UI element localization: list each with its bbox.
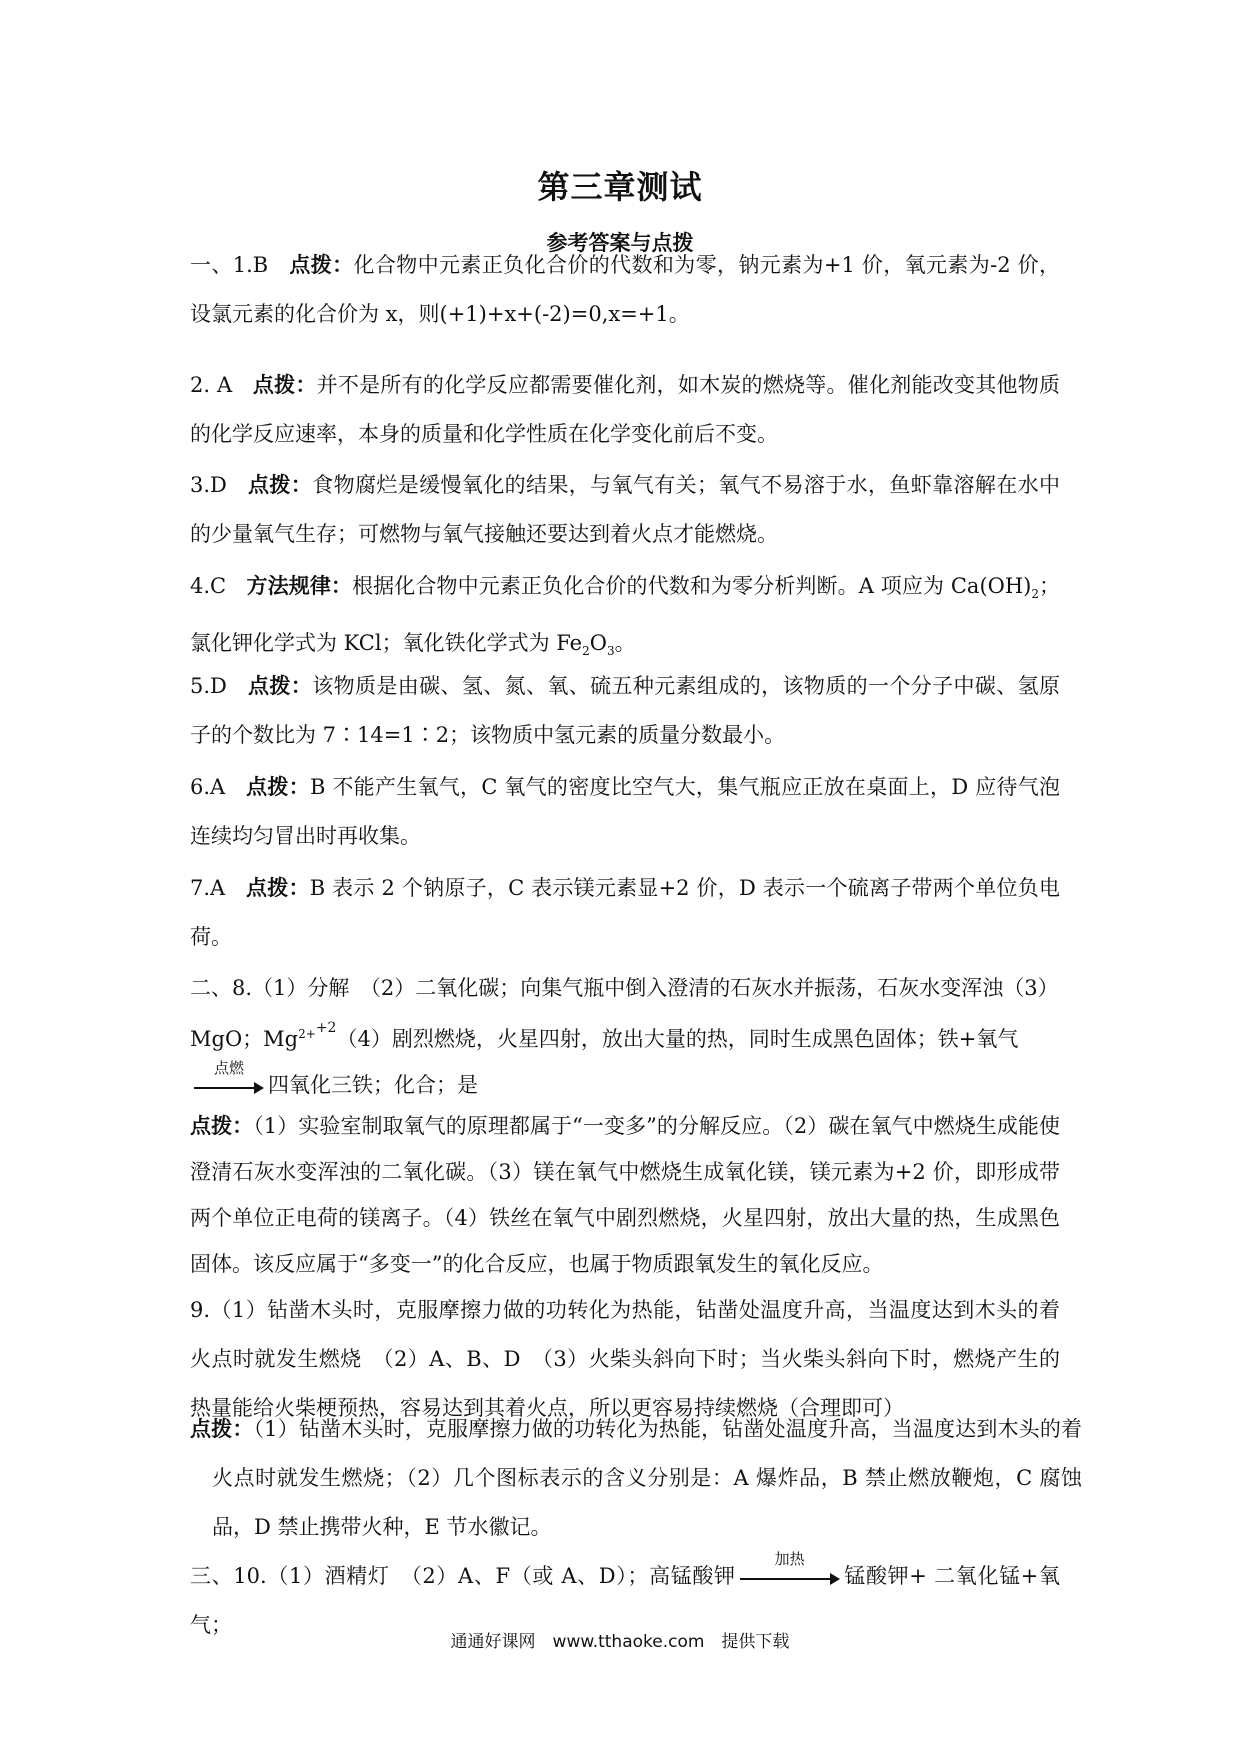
answer-number: 一、1.B [190, 253, 269, 277]
answer-1 [190, 241, 1060, 339]
arrow-condition: 点燃 [213, 1058, 244, 1077]
answer-number: 6.A [190, 775, 226, 799]
hint-label: 点拨： [190, 1114, 254, 1138]
answer-4 [190, 562, 1060, 676]
hint-label: 点拨： [190, 1417, 254, 1441]
answer-text: 该物质是由碳、氢、氮、氧、硫五种元素组成的，该物质的一个分子中碳、氢原子的个数比为 7∶14=1∶2；该物质中氢元素的质量分数最小。 [190, 674, 1061, 747]
answer-text: 食物腐烂是缓慢氧化的结果，与氧气有关；氧气不易溶于水，鱼虾靠溶解在水中的少量氧气生存；可燃物与氧气接触还要达到着火点才能燃烧。 [190, 473, 1061, 546]
method-label: 方法规律： [246, 574, 353, 598]
hint-label: 点拨： [246, 775, 310, 799]
hint-label: 点拨： [245, 876, 310, 900]
answer-2 [190, 361, 1060, 459]
answer-text: 二、8.（1）分解 （2）二氧化碳；向集气瓶中倒入澄清的石灰水并振荡，石灰水变浑浊（3） [190, 976, 1059, 1000]
answer-number: 3.D [190, 473, 227, 497]
reaction-arrow [194, 1058, 264, 1094]
answer-text-c: O [589, 631, 607, 656]
page-subtitle: 参考答案与点拨 [546, 230, 694, 255]
answer-text: 锰酸钾+ 二氧化锰+氧气； [190, 1564, 1060, 1637]
answer-8 [190, 965, 1060, 1108]
ion-charge: 2+ [298, 1027, 316, 1041]
subscript: 2 [1031, 587, 1040, 602]
subscript: 3 [606, 644, 615, 659]
answer-number: 2. A [190, 373, 233, 397]
answer-text: B 表示 2 个钠原子，C 表示镁元素显+2 价，D 表示一个硫离子带两个单位负电荷。 [190, 876, 1060, 949]
answer-text: B 不能产生氧气，C 氧气的密度比空气大，集气瓶应正放在桌面上，D 应待气泡连续均匀冒出时再收集。 [190, 775, 1060, 848]
answer-text-b: ；氯化钾化学式为 KCl；氧化铁化学式为 Fe [190, 574, 1061, 656]
answer-text: 三、10.（1）酒精灯 （2）A、F（或 A、D）；高锰酸钾 [190, 1564, 736, 1588]
answer-text-d: 。 [614, 631, 636, 656]
hint-label: 点拨： [248, 473, 313, 497]
answer-text: 四氧化三铁；化合；是 [268, 1073, 478, 1097]
hint-label: 点拨： [252, 373, 317, 397]
arrow-condition: 加热 [774, 1549, 805, 1568]
valence-mark: +2 [315, 1020, 337, 1036]
subscript: 2 [582, 644, 590, 659]
page-footer: 通通好课网 www.tthaoke.com 提供下载 [450, 1632, 790, 1652]
answer-text-a: 根据化合物中元素正负化合价的代数和为零分析判断。A 项应为 Ca(OH) [352, 574, 1032, 598]
answer-text: 9.（1）钻凿木头时，克服摩擦力做的功转化为热能，钻凿处温度升高，当温度达到木头的着火点时就发生燃烧 （2）A、B、D （3）火柴头斜向下时；当火柴头斜向下时，燃烧产生的热量能给火柴梗预热，容易达到其着火点，所以更容易持续燃烧（合理即可） [190, 1298, 1060, 1420]
explain-text: （1）钻凿木头时，克服摩擦力做的功转化为热能，钻凿处温度升高，当温度达到木头的着火点时就发生燃烧；（2）几个图标表示的含义分别是：A 爆炸品，B 禁止燃放鞭炮，C 腐蚀品，D 禁止携带火种，E 节水徽记。 [212, 1417, 1083, 1539]
answer-8-explain [190, 1103, 1060, 1287]
formula-mgo: MgO；Mg [190, 1027, 299, 1051]
answer-number: 5.D [190, 674, 227, 698]
answer-3 [190, 461, 1060, 559]
explain-text: （1）实验室制取氧气的原理都属于“一变多”的分解反应。（2）碳在氧气中燃烧生成能使澄清石灰水变浑浊的二氧化碳。（3）镁在氧气中燃烧生成氧化镁，镁元素为+2 价，即形成带两个单位正电荷的镁离子。（4）铁丝在氧气中剧烈燃烧，火星四射，放出大量的热，生成黑色固体。该反应属于“多变一”的化合反应，也属于物质跟氧发生的氧化反应。 [190, 1114, 1060, 1276]
answer-number: 4.C [190, 574, 227, 598]
answer-text: 并不是所有的化学反应都需要催化剂，如木炭的燃烧等。催化剂能改变其他物质的化学反应速率，本身的质量和化学性质在化学变化前后不变。 [190, 373, 1060, 446]
hint-label: 点拨： [289, 253, 354, 277]
answer-text: （4）剧烈燃烧，火星四射，放出大量的热，同时生成黑色固体；铁+氧气 [336, 1027, 1019, 1051]
hint-label: 点拨： [248, 674, 313, 698]
reaction-arrow [740, 1549, 840, 1585]
answer-5 [190, 662, 1060, 760]
page-title: 第三章测试 [537, 168, 703, 206]
answer-number: 7.A [190, 876, 226, 900]
answer-7 [190, 864, 1060, 962]
answer-6 [190, 763, 1060, 861]
answer-9-explain [190, 1405, 1082, 1552]
answer-text: 化合物中元素正负化合价的代数和为零，钠元素为+1 价，氧元素为-2 价，设氯元素的化合价为 x，则(+1)+x+(-2)=0,x=+1。 [190, 253, 1061, 326]
